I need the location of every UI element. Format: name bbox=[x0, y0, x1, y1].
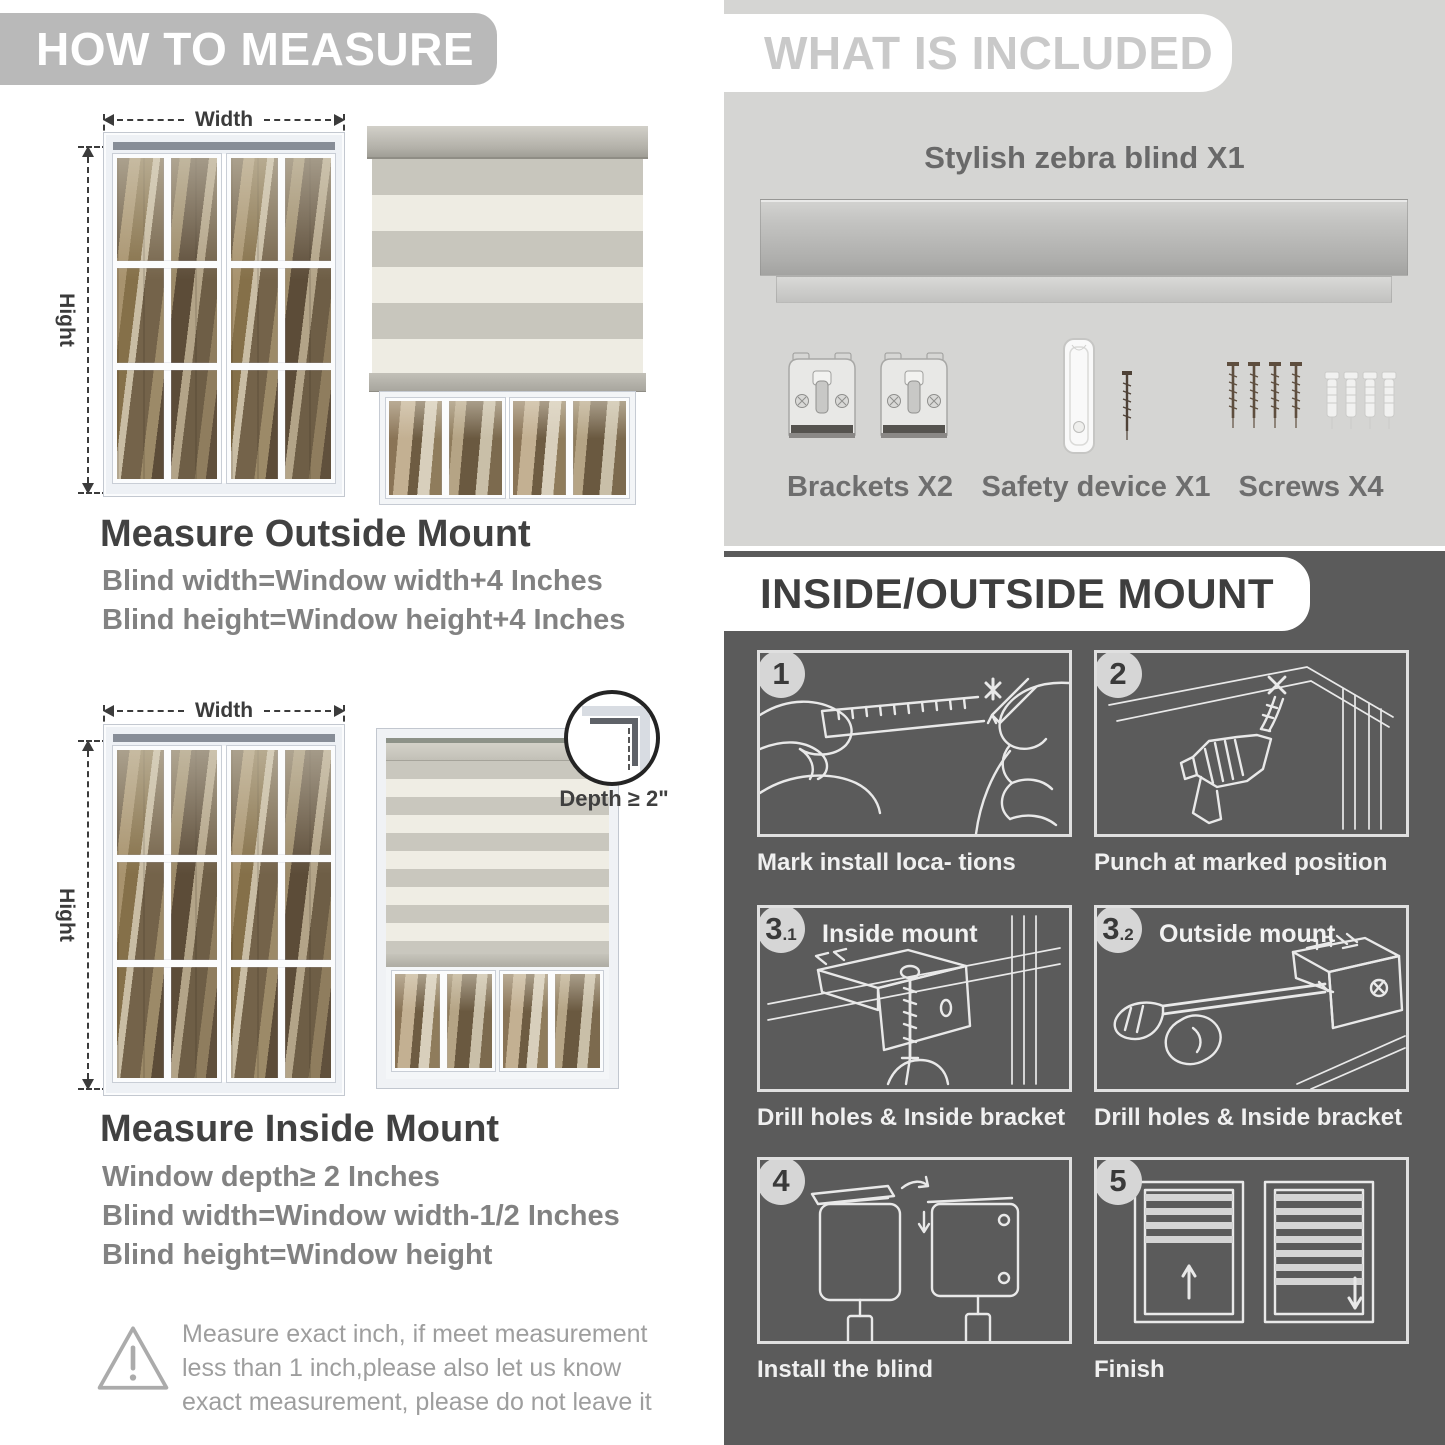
arrow-right-icon bbox=[334, 114, 345, 126]
step-badge: 3 .1 bbox=[757, 905, 805, 953]
step-2 bbox=[1094, 650, 1409, 877]
warning-text: Measure exact inch, if meet measurement less than 1 inch,please also let us know exact measurement, please do not leave it bbox=[182, 1320, 652, 1416]
blind-inside-window-photo bbox=[377, 729, 618, 1088]
inside-formula-width: Blind width=Window width-1/2 Inches bbox=[102, 1200, 620, 1232]
step-1 bbox=[757, 650, 1072, 877]
step-badge: 5 bbox=[1094, 1157, 1142, 1205]
step4-install-illustration bbox=[760, 1160, 1069, 1341]
step-badge: 2 bbox=[1094, 650, 1142, 698]
inside-formula-height: Blind height=Window height bbox=[102, 1239, 493, 1271]
width-label: Width bbox=[194, 108, 254, 131]
inside-mount-title: Measure Inside Mount bbox=[100, 1108, 500, 1150]
window-sash bbox=[227, 746, 335, 1082]
step-inline-label: Inside mount bbox=[822, 920, 978, 948]
inside-formula-depth: Window depth≥ 2 Inches bbox=[102, 1161, 440, 1193]
what-is-included-header: WHAT IS INCLUDED bbox=[724, 14, 1232, 92]
step1-mark-illustration bbox=[760, 653, 1069, 834]
arrow-up-icon bbox=[82, 740, 94, 751]
window-photo-inside bbox=[103, 724, 345, 1096]
arrow-left-icon bbox=[103, 705, 114, 717]
blind-bottom-rail bbox=[386, 954, 609, 967]
step-inline-label: Outside mount bbox=[1159, 920, 1336, 948]
mount-section bbox=[724, 551, 1445, 1445]
blind-fabric-stripes bbox=[372, 159, 643, 373]
depth-label: Depth ≥ 2" bbox=[559, 786, 669, 811]
blind-headrail-image bbox=[760, 199, 1408, 276]
depth-callout-circle bbox=[564, 690, 660, 786]
included-item-safety-device bbox=[981, 326, 1211, 506]
product-label: Stylish zebra blind X1 bbox=[924, 140, 1245, 175]
step-3-2 bbox=[1094, 905, 1409, 1132]
zebra-blind-photo bbox=[367, 126, 648, 497]
arrow-down-icon bbox=[82, 483, 94, 494]
step-badge: 4 bbox=[757, 1157, 805, 1205]
outside-formula-width: Blind width=Window width+4 Inches bbox=[102, 565, 603, 597]
warning-triangle-icon bbox=[94, 1320, 172, 1396]
included-item-brackets bbox=[754, 326, 986, 506]
blind-headrail bbox=[367, 126, 648, 159]
outside-formula-height: Blind height=Window height+4 Inches bbox=[102, 604, 626, 636]
step-4 bbox=[757, 1157, 1072, 1384]
arrow-down-icon bbox=[82, 1079, 94, 1090]
mount-header: INSIDE/OUTSIDE MOUNT bbox=[724, 557, 1310, 631]
width-arrow bbox=[103, 108, 345, 132]
width-arrow bbox=[103, 699, 345, 723]
step-caption: Mark install loca- tions bbox=[757, 849, 1016, 876]
step2-drill-illustration bbox=[1097, 653, 1406, 834]
window-sash bbox=[227, 154, 335, 483]
arrow-right-icon bbox=[334, 705, 345, 717]
arrow-up-icon bbox=[82, 146, 94, 157]
included-item-screws bbox=[1206, 326, 1416, 506]
brackets-icon bbox=[785, 326, 955, 471]
window-photo-outside bbox=[103, 132, 345, 497]
step-caption: Drill holes & Inside bracket bbox=[1094, 1104, 1403, 1131]
how-to-measure-header: HOW TO MEASURE bbox=[0, 13, 497, 85]
window-sash bbox=[113, 154, 221, 483]
screws-label: Screws X4 bbox=[1238, 471, 1384, 503]
frame-corner-detail bbox=[590, 718, 638, 766]
height-label: Hight bbox=[54, 882, 78, 948]
height-arrow bbox=[55, 146, 100, 494]
step-5 bbox=[1094, 1157, 1409, 1384]
what-is-included-section bbox=[724, 0, 1445, 546]
step-caption: Install the blind bbox=[757, 1356, 934, 1383]
width-label: Width bbox=[194, 699, 254, 722]
blind-bottom-rail bbox=[369, 373, 646, 392]
safety-device-icon bbox=[1036, 326, 1156, 471]
brackets-label: Brackets X2 bbox=[786, 471, 954, 503]
step-caption: Drill holes & Inside bracket bbox=[757, 1104, 1066, 1131]
screws-icon bbox=[1221, 326, 1401, 471]
step-caption: Finish bbox=[1094, 1356, 1165, 1383]
window-under-blind bbox=[380, 392, 635, 504]
blind-headrail-valance bbox=[776, 276, 1392, 303]
step5-finish-illustration bbox=[1097, 1160, 1406, 1341]
height-arrow bbox=[55, 740, 100, 1090]
safety-device-label: Safety device X1 bbox=[981, 471, 1211, 503]
outside-mount-title: Measure Outside Mount bbox=[100, 513, 531, 555]
step-caption: Punch at marked position bbox=[1094, 849, 1388, 876]
arrow-left-icon bbox=[103, 114, 114, 126]
window-under-blind bbox=[386, 967, 609, 1079]
step-badge: 1 bbox=[757, 650, 805, 698]
height-label: Hight bbox=[54, 287, 78, 353]
step-badge: 3 .2 bbox=[1094, 905, 1142, 953]
window-sash bbox=[113, 746, 221, 1082]
step-3-1 bbox=[757, 905, 1072, 1132]
